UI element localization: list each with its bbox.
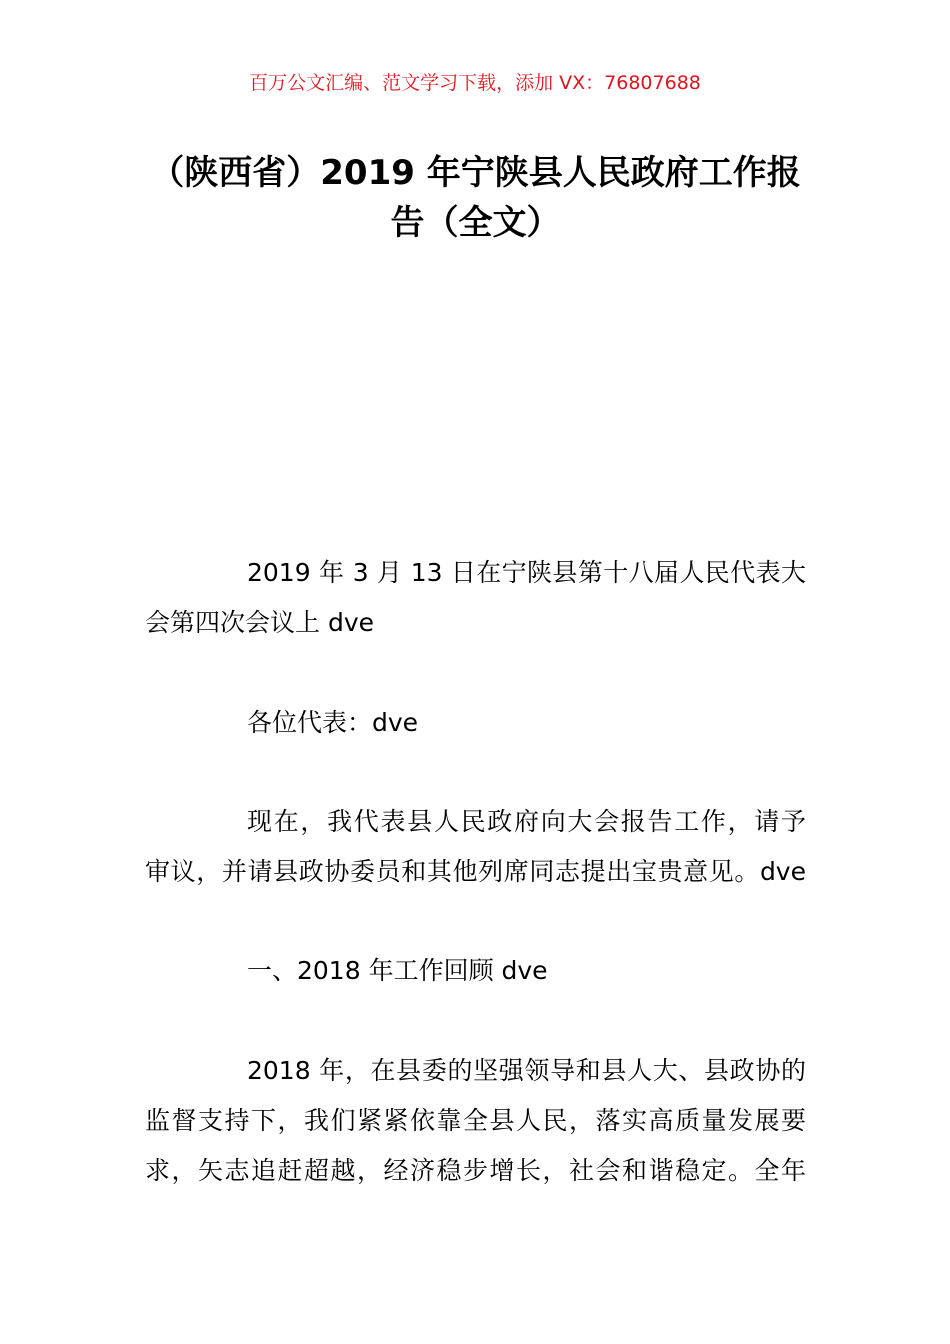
watermark-header: 百万公文汇编、范文学习下载，添加 VX：76807688 [249,72,701,94]
document-title [145,148,806,248]
paragraph-line: 2019 年 3 月 13 日在宁陕县第十八届人民代表大 [247,558,806,587]
section-heading: 一、2018 年工作回顾 dve [247,956,548,985]
paragraph-line: 2018 年，在县委的坚强领导和县人大、县政协的 [247,1056,806,1085]
title-line: 告（全文） [390,203,561,243]
paragraph-line: 求，矢志追赶超越，经济稳步增长，社会和谐稳定。全年 [145,1156,806,1185]
paragraph-line: 审议，并请县政协委员和其他列席同志提出宝贵意见。dve [145,857,806,886]
paragraph-line: 会第四次会议上 dve [145,608,374,637]
paragraph-line: 现在，我代表县人民政府向大会报告工作，请予 [247,807,806,836]
paragraph-line: 监督支持下，我们紧紧依靠全县人民，落实高质量发展要 [145,1106,806,1135]
title-line: （陕西省）2019 年宁陕县人民政府工作报 [150,153,801,193]
paragraph-line: 各位代表：dve [247,708,419,737]
